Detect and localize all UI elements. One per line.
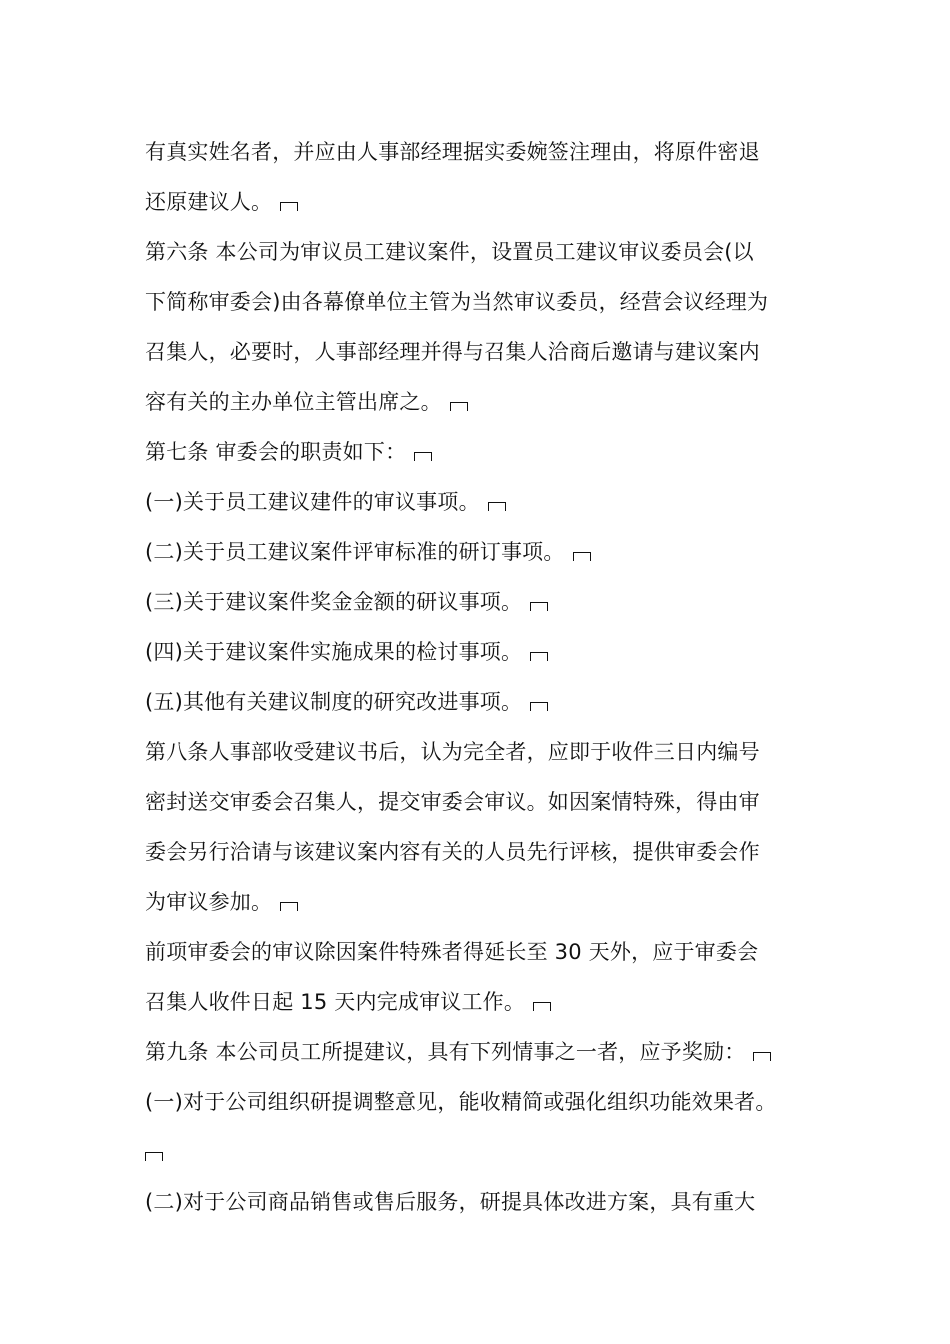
paragraph-mark-icon	[488, 502, 506, 512]
line-text: 下简称审委会)由各幕僚单位主管为当然审议委员，经营会议经理为	[145, 290, 769, 314]
text-line	[145, 277, 825, 327]
paragraph-mark-icon	[145, 1152, 163, 1162]
text-line	[145, 1177, 825, 1227]
paragraph-mark-icon	[530, 602, 548, 612]
text-line	[145, 377, 825, 427]
line-text: (三)关于建议案件奖金金额的研议事项。	[145, 590, 523, 614]
line-text: 第九条 本公司员工所提建议，具有下列情事之一者，应予奖励：	[145, 1040, 746, 1064]
line-text: 前项审委会的审议除因案件特殊者得延长至 30 天外，应于审委会	[145, 940, 759, 964]
paragraph-mark-icon	[530, 652, 548, 662]
line-text: 密封送交审委会召集人，提交审委会审议。如因案情特殊，得由审	[145, 790, 760, 814]
line-text: (二)对于公司商品销售或售后服务，研提具体改进方案，具有重大	[145, 1190, 756, 1214]
text-line	[145, 927, 825, 977]
line-text: 委会另行洽请与该建议案内容有关的人员先行评核，提供审委会作	[145, 840, 760, 864]
paragraph-mark-icon	[573, 552, 591, 562]
line-text: 为审议参加。	[145, 890, 273, 914]
line-text: 召集人收件日起 15 天内完成审议工作。	[145, 990, 526, 1014]
text-line	[145, 327, 825, 377]
paragraph-mark-icon	[450, 402, 468, 412]
paragraph-mark-icon	[753, 1052, 771, 1062]
line-text: 第八条人事部收受建议书后，认为完全者，应即于收件三日内编号	[145, 740, 760, 764]
paragraph-mark-icon	[280, 202, 298, 212]
text-line	[145, 1027, 825, 1077]
text-line	[145, 627, 825, 677]
line-text: (一)关于员工建议建件的审议事项。	[145, 490, 480, 514]
paragraph-mark-icon	[533, 1002, 551, 1012]
text-line	[145, 177, 825, 227]
line-text: 召集人，必要时，人事部经理并得与召集人洽商后邀请与建议案内	[145, 340, 760, 364]
text-line	[145, 877, 825, 927]
line-text: 有真实姓名者，并应由人事部经理据实委婉签注理由，将原件密退	[145, 140, 760, 164]
line-text: (五)其他有关建议制度的研究改进事项。	[145, 690, 523, 714]
paragraph-mark-icon	[530, 702, 548, 712]
paragraph-mark-icon	[414, 452, 432, 462]
line-text: (四)关于建议案件实施成果的检讨事项。	[145, 640, 523, 664]
text-line	[145, 577, 825, 627]
line-text: 第七条 审委会的职责如下：	[145, 440, 407, 464]
line-text: 第六条 本公司为审议员工建议案件，设置员工建议审议委员会(以	[145, 240, 754, 264]
text-line	[145, 977, 825, 1027]
line-text: 还原建议人。	[145, 190, 273, 214]
text-line	[145, 1077, 825, 1127]
text-line	[145, 227, 825, 277]
text-line	[145, 727, 825, 777]
text-line	[145, 127, 825, 177]
text-line	[145, 1127, 825, 1177]
text-line	[145, 827, 825, 877]
text-line	[145, 677, 825, 727]
line-text: (一)对于公司组织研提调整意见，能收精简或强化组织功能效果者。	[145, 1090, 777, 1114]
text-line	[145, 477, 825, 527]
text-line	[145, 527, 825, 577]
text-line	[145, 777, 825, 827]
line-text: 容有关的主办单位主管出席之。	[145, 390, 442, 414]
text-line	[145, 427, 825, 477]
line-text: (二)关于员工建议案件评审标准的研订事项。	[145, 540, 565, 564]
document-body	[145, 127, 825, 1227]
paragraph-mark-icon	[280, 902, 298, 912]
